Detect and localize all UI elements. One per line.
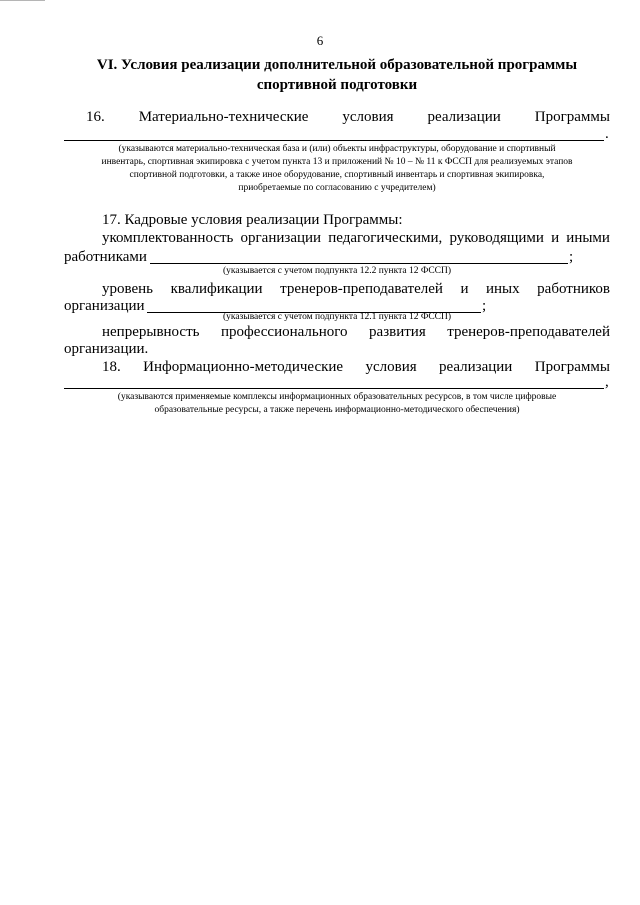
development-word: тренеров-преподавателей (447, 324, 610, 340)
qualification-word: иных (486, 281, 520, 297)
section-heading (64, 55, 610, 95)
qualification-label: организации (64, 298, 145, 314)
item-18-note-line: (указываются применяемые комплексы информационных образовательных ресурсов, в том числе цифровые (117, 392, 557, 402)
item-16-heading (64, 108, 610, 127)
item-18-heading (64, 358, 610, 377)
item-18-note-line: образовательные ресурсы, а также перечень информационно-методического обеспечения) (154, 405, 520, 415)
qualification-word: и (460, 281, 469, 297)
staffing-word: организации (240, 230, 322, 246)
item-17-heading: 17. Кадровые условия реализации Программы: (102, 212, 403, 228)
item-18-word: Программы (534, 359, 610, 375)
staffing-word: руководящими (449, 230, 544, 246)
staffing-note: (указывается с учетом подпункта 12.2 пункта 12 ФССП) (222, 266, 452, 276)
staffing-fill-line (150, 263, 568, 264)
item-16-word: 16. (86, 109, 105, 125)
item-16-note-line: спортивной подготовки, а также иное оборудование, спортивный инвентарь и спортивная экипировка, (129, 170, 545, 180)
item-16-note (64, 143, 610, 195)
staffing-line (64, 229, 610, 248)
item-18-end-punct: , (605, 374, 609, 390)
staffing-label: работниками (64, 249, 147, 265)
item-16-word: реализации (427, 109, 501, 125)
item-18-word: реализации (439, 359, 513, 375)
item-18-fill-line (64, 388, 604, 389)
item-16-fill-line (64, 140, 604, 141)
staffing-end-punct: ; (569, 249, 574, 265)
development-line-2: организации. (64, 341, 149, 357)
qualification-word: уровень (102, 281, 154, 297)
qualification-word: квалификации (170, 281, 263, 297)
section-title-line-2: спортивной подготовки (256, 77, 418, 93)
item-16-note-line: инвентарь, спортивная экипировка с учетом пункта 13 и приложений № 10 – № 11 к ФССП для реализуемых этапов (101, 157, 573, 167)
development-word: профессионального (220, 324, 348, 340)
item-16-word: условия (342, 109, 394, 125)
development-word: непрерывность (102, 324, 200, 340)
scan-edge-mark (0, 0, 45, 1)
item-16-word: Программы (534, 109, 610, 125)
section-title-line-1: VI. Условия реализации дополнительной образовательной программы (96, 57, 578, 73)
staffing-word: укомплектованность (102, 230, 234, 246)
item-16-word: Материально-технические (138, 109, 309, 125)
qualification-word: тренеров-преподавателей (280, 281, 443, 297)
item-18-word: условия (365, 359, 417, 375)
qualification-note: (указывается с учетом подпункта 12.1 пункта 12 ФССП) (222, 312, 452, 322)
item-16-note-line: приобретаемые по согласованию с учредителем) (238, 183, 436, 193)
staffing-word: иными (566, 230, 610, 246)
development-word: развития (369, 324, 426, 340)
staffing-word: педагогическими, (328, 230, 443, 246)
staffing-word: и (551, 230, 560, 246)
item-16-end-punct: . (605, 126, 609, 142)
qualification-word: работников (537, 281, 610, 297)
page-number: 6 (316, 33, 324, 48)
item-16-note-line: (указываются материально-техническая база и (или) объекты инфраструктуры, оборудование и спортивный (118, 144, 556, 154)
item-18-note (64, 391, 610, 417)
item-18-word: Информационно-методические (143, 359, 344, 375)
qualification-end-punct: ; (482, 298, 487, 314)
item-18-word: 18. (102, 359, 121, 375)
